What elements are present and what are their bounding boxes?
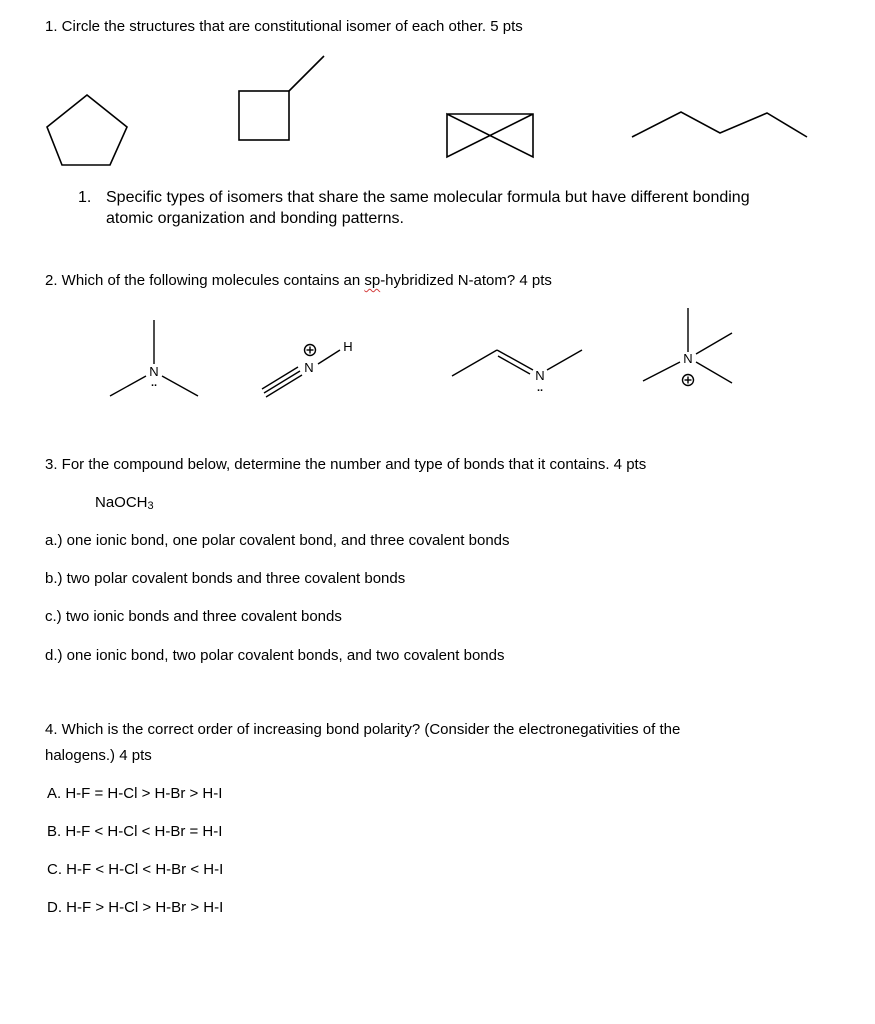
q4-prompt-line1: 4. Which is the correct order of increasing bond polarity? (Consider the electronegativities of the — [45, 721, 681, 738]
q4-option-a[interactable]: A. H-F = H-Cl > H-Br > H-I — [47, 785, 223, 802]
q3-option-d[interactable]: d.) one ionic bond, two polar covalent bonds, and two covalent bonds — [45, 647, 505, 664]
molecule-ammonium[interactable] — [643, 308, 732, 386]
molecule-imine[interactable] — [452, 350, 582, 376]
atom-n-4: N — [683, 351, 693, 366]
q3-compound-sub: 3 — [147, 500, 154, 512]
lone-pair-3: .. — [536, 382, 544, 394]
q1-note-line2: atomic organization and bonding patterns. — [106, 210, 404, 227]
q3-compound-main: NaOCH — [95, 494, 148, 511]
q3-prompt: 3. For the compound below, determine the number and type of bonds that it contains. 4 pts — [45, 456, 647, 473]
q3-option-a[interactable]: a.) one ionic bond, one polar covalent bond, and three covalent bonds — [45, 532, 510, 549]
atom-n-1: N — [149, 364, 159, 379]
q3-compound — [95, 494, 154, 515]
q4-option-c[interactable]: C. H-F < H-Cl < H-Br < H-I — [47, 861, 224, 878]
q1-note-line1: Specific types of isomers that share the same molecular formula but have different bonding — [106, 189, 750, 206]
q3-option-c[interactable]: c.) two ionic bonds and three covalent bonds — [45, 608, 342, 625]
atom-n-3: N — [535, 368, 545, 383]
q2-prompt-before: 2. Which of the following molecules contains an — [45, 272, 365, 289]
q1-note-number: 1. — [78, 189, 92, 206]
q4-option-d[interactable]: D. H-F > H-Cl > H-Br > H-I — [47, 899, 224, 916]
lone-pair-1: .. — [150, 377, 158, 389]
molecule-nitrilium[interactable] — [262, 345, 340, 398]
q2-prompt-sp: sp — [364, 272, 381, 289]
q3-option-b[interactable]: b.) two polar covalent bonds and three covalent bonds — [45, 570, 406, 587]
q4-prompt-line2: halogens.) 4 pts — [45, 747, 152, 764]
atom-n-2: N — [304, 360, 314, 375]
q1-prompt: 1. Circle the structures that are constitutional isomer of each other. 5 pts — [45, 18, 523, 35]
atom-h-2: H — [343, 339, 353, 354]
q4-option-b[interactable]: B. H-F < H-Cl < H-Br = H-I — [47, 823, 223, 840]
q2-prompt-after: -hybridized N-atom? 4 pts — [380, 272, 552, 289]
